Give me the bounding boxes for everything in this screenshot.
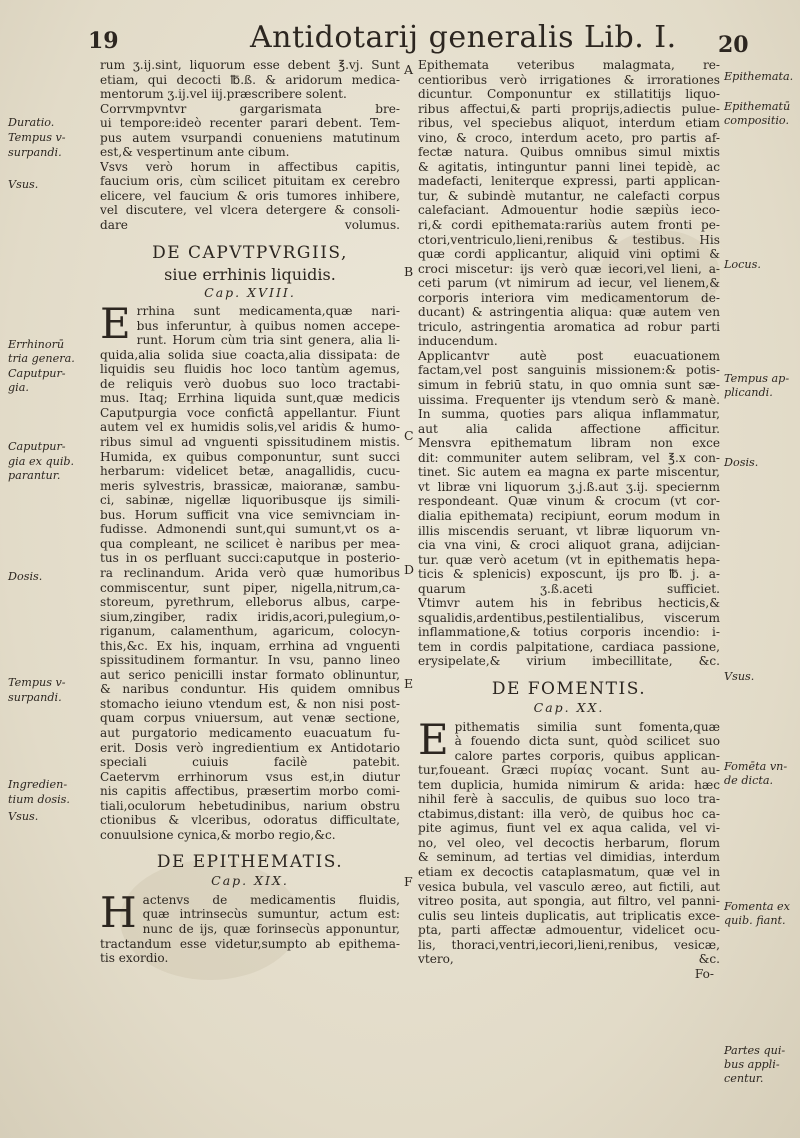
section-letter-f: F (404, 874, 413, 889)
chapter-number: Cap. XVIII. (204, 284, 296, 300)
page-header (0, 18, 800, 62)
running-title: Antidotarij generalis Lib. I. (250, 20, 677, 55)
paragraph: Corrvmpvntvr gargarismata bre- ui tempore:ideò recenter parari debent. Tem- pus autem vsurpandi conueniens matutinum est,& vespertinum ante cibum. (100, 101, 400, 160)
margin-note: surpandi. (8, 691, 62, 704)
margin-note: Tempus v- (8, 676, 66, 689)
margin-note: gia. (8, 381, 29, 394)
chapter-number: Cap. XIX. (211, 873, 289, 889)
margin-note: centur. (724, 1072, 764, 1085)
margin-note: Dosis. (724, 456, 759, 469)
margin-note: surpandi. (8, 146, 62, 159)
margin-note: Vsus. (8, 178, 39, 191)
catchword: Fo- (694, 966, 714, 981)
paragraph: H actenvs de medicamentis fluidis, quæ intrinsecùs sumuntur, actum est: nunc de ijs, quæ forinsecùs apponuntur, tractandum esse videtur,sumpto ab epithema- tis exordio. (100, 887, 400, 966)
margin-note: Caputpur- (8, 440, 66, 453)
right-page-number: 20 (718, 32, 749, 58)
paragraph: Mensvra epithematum libram non exce dit: communiter autem selibram, vel ℥.x con- tinet. Sic autem ea magna ex parte miscentur, vt libræ vni liquorum ʒ.j.ß.aut ʒ.ij. speciernm respondeant. Quæ vinum & crocum (vt cor- dialia epithemata) recipiunt, eorum modum in illis miscendis seruant, vt libræ liquorum vn- cia vna vini, & croci aliquot grana, adijcian- tur. quæ verò acetum (vt in epithematis hepa- ticis & splenicis) exposcunt, ijs pro ℔. j. a- quarum ʒ.ß.aceti sufficiet. (418, 436, 720, 596)
section-letter-a: A (404, 62, 414, 77)
paragraph: Epithemata veteribus malagmata, re- centioribus verò irrigationes & irrorationes dicuntur. Componuntur ex stillatitijs liquo- ribus affectui,& parti proprijs,adiectis pulue- ribus, vel speciebus aliquot, interdum etiam vino, & croco, interdum aceto, pro partis af- fectæ natura. Quibus omnibus simul mixtis & agitatis, intinguntur panni linei tepidè, ac madefacti, leniterque expressi, parti applican- tur, & subindè mutantur, ne calefacti corpus calefaciant. Admouentur hodie sæpiùs ieco- ri,& cordi epithemata:rariùs autem fronti pe- ctori,ventriculo,lieni,renibus & testibus. His quæ cordi applicantur, aliquid vini optimi & croci miscetur: ijs verò quæ iecori,vel lieni, a- ceti parum (vt nimirum ad iecur, vel lienem,& corporis interiora vim medicamentorum de- ducant) & astringentia aliqua: quæ autem ven triculo, astringentia aromatica ad robur parti inducendum. (418, 58, 720, 349)
margin-note: Dosis. (8, 570, 43, 583)
margin-note: tium dosis. (8, 793, 70, 806)
margin-note: Errhinorū (8, 338, 65, 351)
drop-cap: E (418, 714, 449, 764)
margin-note: Ingredien- (8, 778, 68, 791)
paragraph: Vsvs verò horum in affectibus capitis, faucium oris, cùm scilicet pituitam ex cerebro elicere, vel faucium & oris tumores inhibere, vel discutere, vel vlcera detergere & consoli- dare volumus. (100, 159, 400, 233)
paragraph: rum ʒ.ij.sint, liquorum esse debent ℥.vj. Sunt etiam, qui decocti ℔.ß. & aridorum medica- mentorum ʒ.ij.vel iij.præscribere solent. (100, 58, 400, 102)
margin-note: Epithematū (724, 100, 791, 113)
left-page-number: 19 (88, 28, 119, 54)
margin-note: Tempus v- (8, 131, 66, 144)
margin-note: Vsus. (724, 670, 755, 683)
section-subheading: siue errhinis liquidis. (164, 264, 336, 284)
margin-note: Caputpur- (8, 367, 66, 380)
paragraph: Vtimvr autem his in febribus hecticis,& squalidis,ardentibus,pestilentialibus, viscerum inflammatione,& totius corporis incendio: i- tem in cordis palpitatione, cardiaca passione, erysipelate,& virium imbecillitate, &c. (418, 596, 720, 669)
section-heading: DE CAPVTPVRGIIS, (152, 242, 348, 263)
margin-note: Locus. (724, 258, 761, 271)
paragraph: E pithematis similia sunt fomenta,quæ à fouendo dicta sunt, quòd scilicet suo calore partes corporis, quibus applican- tur,foueant. Græci πυρίας vocant. Sunt au- tem duplicia, humida nimirum & arida: hæc nihil ferè à sacculis, de quibus suo loco tra- ctabimus,distant: illa verò, de quibus hoc ca- pite agimus, fiunt vel ex aqua calida, vel vi- no, vel oleo, vel decoctis herbarum, florum & seminum, ad tertias vel dimidias, interdum etiam ex decoctis cataplasmatum, quæ vel in vesica bubula, vel vasculo æreo, aut fictili, aut vitreo posita, aut spongia, aut filtro, vel panni- culis seu linteis duplicatis, aut triplicatis exce- pta, parti affectæ admouentur, videlicet ocu- lis, thoraci,ventri,iecori,lieni,renibus, vesicæ, vtero, &c. (418, 714, 720, 967)
section-heading: DE FOMENTIS. (491, 678, 647, 699)
section-letter-b: B (404, 264, 414, 279)
margin-note: quib. fiant. (724, 914, 786, 927)
margin-note: Partes qui- (724, 1044, 786, 1057)
margin-note: gia ex quib. (8, 455, 75, 468)
margin-note: Epithemata. (724, 70, 794, 83)
margin-note: bus appli- (724, 1058, 780, 1071)
paragraph: Applicantvr autè post euacuationem factam,vel post sanguinis missionem:& potis- simum in febriū statu, in quo omnia sunt sæ- uissima. Frequenter ijs vtendum serò & manè. In summa, quoties pars aliqua inflammatur, aut alia calida affectione afficitur. (418, 348, 720, 436)
margin-note: Tempus ap- (724, 372, 790, 385)
margin-note: tria genera. (8, 352, 75, 365)
paragraph: Caetervm errhinorum vsus est,in diutur nis capitis affectibus, præsertim morbo comi- tiali,oculorum hebetudinibus, narium obstru ctionibus & vlceribus, odoratus difficultate, conuulsione cynica,& morbo regio,&c. (100, 769, 400, 842)
margin-note: de dicta. (724, 774, 774, 787)
chapter-number: Cap. XX. (533, 699, 605, 715)
drop-cap: E (100, 299, 131, 349)
section-letter-e: E (404, 676, 414, 691)
margin-note: Duratio. (8, 116, 55, 129)
paragraph: E rrhina sunt medicamenta,quæ nari- bus inferuntur, à quibus nomen accepe- runt. Horum cùm tria sint genera, alia li- quida,alia solida siue coacta,alia dissipata: de liquidis seu fluidis hoc loco tantùm agemus, de reliquis verò duobus suo loco tractabi- mus. Itaq; Errhina liquida sunt,quæ medicis Caputpurgia voce confictâ appellantur. Fiunt autem vel ex humidis solis,vel aridis & humo- ribus simul ad vnguenti spissitudinem mistis. Humida, ex quibus componuntur, sunt succi herbarum: videlicet betæ, anagallidis, cucu- meris sylvestris, brassicæ, maioranæ, sambu- ci, sabinæ, nigellæ liquoribusque ijs simili- bus. Horum sufficit vna vice semivnciam in- fudisse. Admonendi sunt,qui sumunt,vt os a- qua compleant, ne scilicet è naribus per mea- tus in os perfluant succi:caputque in posterio- ra reclinandum. Arida verò quæ humoribus commiscentur, sunt piper, nigella,nitrum,ca- storeum, pyrethrum, elleborus albus, carpe- sium,zingiber, radix iridis,acori,pulegium,o- riganum, calamenthum, agaricum, colocyn- this,&c. Ex his, inquam, errhina ad vnguenti spissitudinem formantur. In vsu, panno lineo aut serico penicilli instar formato oblinuntur, & naribus conduntur. His quidem omnibus stomacho ieiuno vtendum est, & non nisi post- quam corpus vniuersum, aut venæ sectione, aut purgatorio medicamento euacuatum fu- erit. Dosis verò ingredientium ex Antidotario speciali cuiuis facilè patebit. (100, 299, 400, 770)
margin-note: plicandi. (724, 386, 773, 399)
margin-note: Fomēta vn- (724, 760, 788, 773)
margin-note: Vsus. (8, 810, 39, 823)
section-letter-d: D (404, 562, 415, 577)
section-letter-c: C (404, 428, 414, 443)
margin-note: Fomenta ex (724, 900, 790, 913)
margin-note: parantur. (8, 469, 61, 482)
left-column (100, 58, 400, 966)
margin-note: compositio. (724, 114, 789, 127)
drop-cap: H (100, 887, 137, 937)
section-heading: DE EPITHEMATIS. (156, 852, 344, 873)
right-column (418, 58, 720, 981)
